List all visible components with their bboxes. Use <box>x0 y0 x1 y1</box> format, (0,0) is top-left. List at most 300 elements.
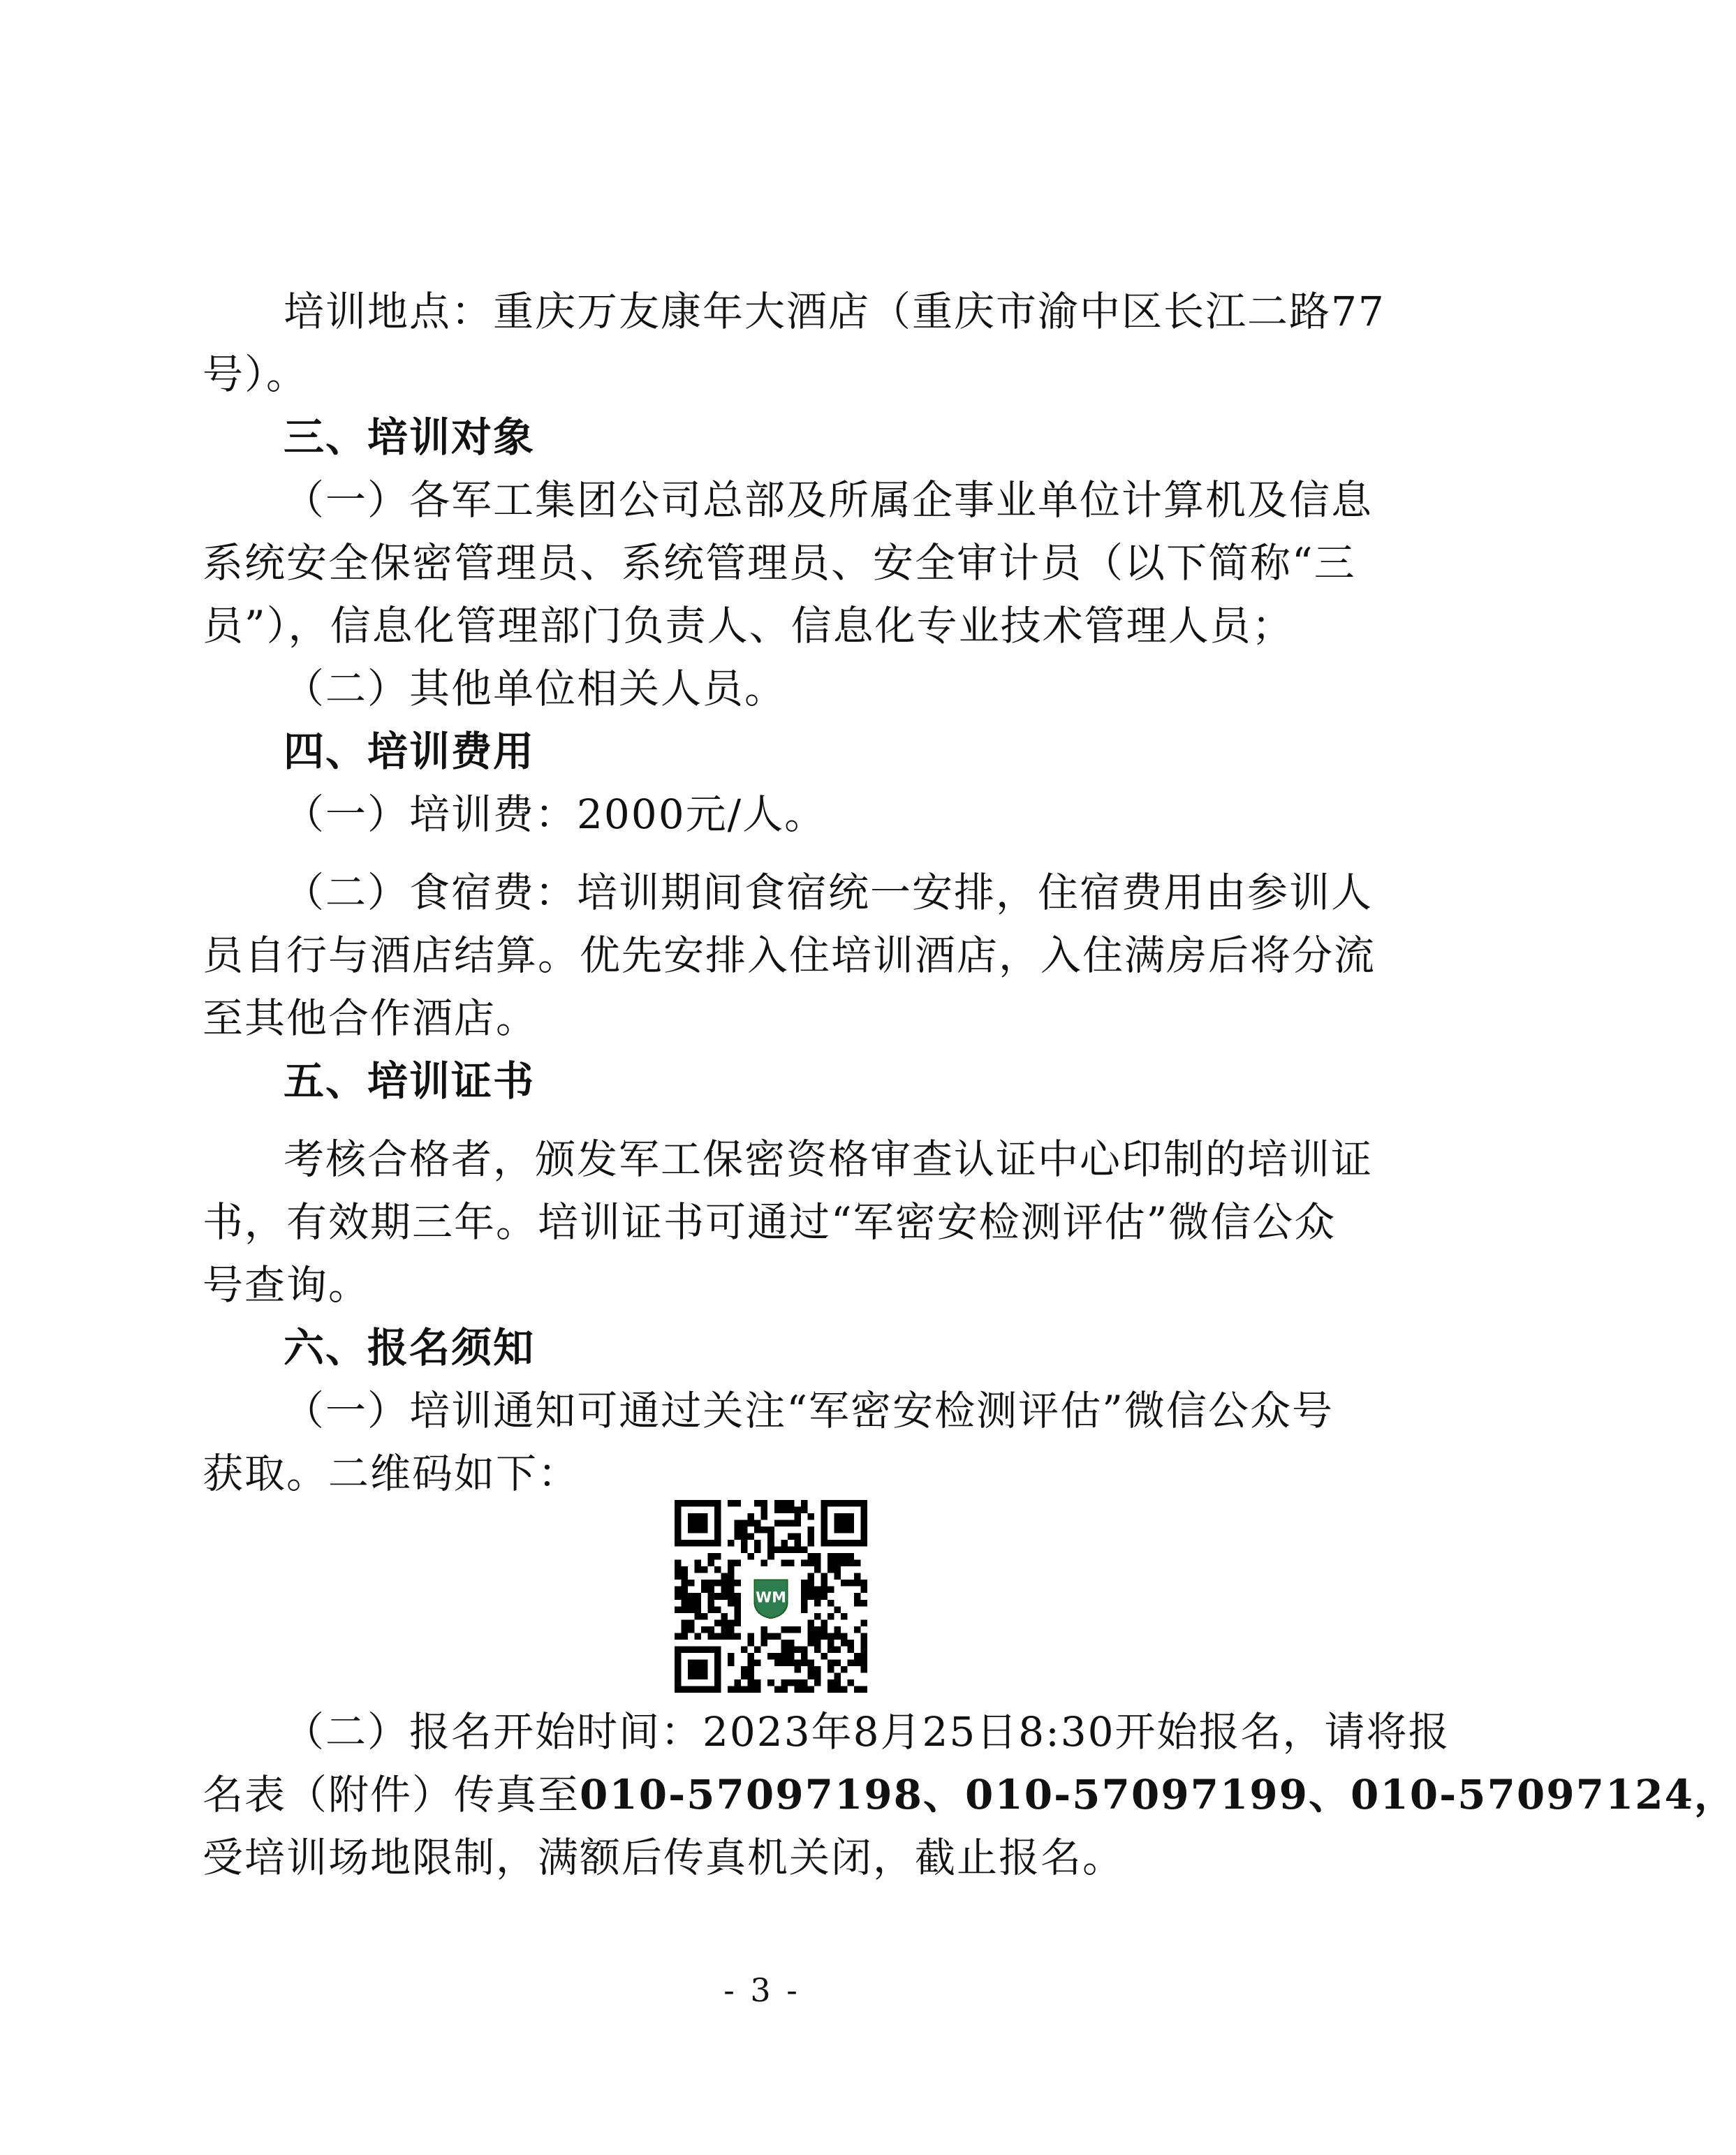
qr-module <box>827 1640 834 1647</box>
qr-module <box>807 1626 814 1633</box>
qr-module <box>814 1626 821 1633</box>
qr-module <box>682 1593 689 1600</box>
qr-module <box>701 1613 708 1620</box>
qr-module <box>721 1633 728 1640</box>
qr-module <box>807 1527 814 1533</box>
qr-module <box>708 1626 715 1633</box>
qr-module <box>721 1580 728 1587</box>
qr-module <box>788 1520 795 1527</box>
qr-module <box>767 1533 774 1540</box>
qr-module <box>748 1513 755 1520</box>
qr-module <box>761 1507 768 1514</box>
qr-module <box>675 1560 682 1567</box>
qr-module <box>741 1533 748 1540</box>
qr-module <box>854 1600 861 1607</box>
qr-module <box>728 1587 735 1594</box>
qr-module <box>814 1560 821 1567</box>
qr-module <box>807 1560 814 1567</box>
qr-module <box>814 1587 821 1594</box>
qr-module <box>741 1646 748 1653</box>
qr-module <box>807 1533 814 1540</box>
qr-module <box>821 1653 827 1660</box>
qr-module <box>748 1672 755 1679</box>
qr-module <box>728 1593 735 1600</box>
qr-module <box>834 1553 841 1560</box>
qr-module <box>814 1566 821 1573</box>
qr-module <box>675 1606 682 1613</box>
qr-module <box>794 1540 801 1547</box>
qr-module <box>854 1560 861 1567</box>
qr-module <box>834 1672 841 1679</box>
qr-module <box>748 1653 755 1660</box>
qr-module <box>860 1686 867 1693</box>
section-6-item-2-line-2 <box>203 1767 1736 1823</box>
qr-module <box>781 1640 788 1647</box>
qr-module <box>708 1593 715 1600</box>
qr-module <box>728 1633 735 1640</box>
qr-module <box>807 1619 814 1626</box>
qr-module <box>714 1553 721 1560</box>
qr-module <box>781 1500 788 1507</box>
qr-module <box>841 1666 848 1673</box>
qr-module <box>774 1547 781 1554</box>
qr-module <box>827 1646 834 1653</box>
qr-module <box>741 1666 748 1673</box>
qr-module <box>827 1659 834 1666</box>
qr-module <box>860 1659 867 1666</box>
qr-module <box>801 1580 808 1587</box>
section-5-heading: 五、培训证书 <box>284 1057 536 1105</box>
qr-module <box>748 1520 755 1527</box>
qr-module <box>728 1686 735 1693</box>
qr-module <box>807 1666 814 1673</box>
qr-module <box>721 1593 728 1600</box>
qr-module <box>721 1619 728 1626</box>
section-6-heading: 六、报名须知 <box>284 1324 536 1371</box>
qr-module <box>860 1666 867 1673</box>
qr-module <box>708 1580 715 1587</box>
qr-module <box>781 1659 788 1666</box>
qr-module <box>821 1626 827 1633</box>
qr-module <box>801 1600 808 1607</box>
qr-module <box>807 1633 814 1640</box>
qr-module <box>801 1560 808 1567</box>
qr-module <box>788 1659 795 1666</box>
qr-module <box>735 1520 742 1527</box>
qr-module <box>794 1513 801 1520</box>
qr-module <box>761 1640 768 1647</box>
qr-module <box>860 1653 867 1660</box>
qr-module <box>682 1626 689 1633</box>
qr-module <box>827 1566 834 1573</box>
qr-module <box>821 1619 827 1626</box>
qr-module <box>860 1580 867 1587</box>
qr-module <box>741 1540 748 1547</box>
qr-module <box>788 1646 795 1653</box>
qr-module <box>754 1659 761 1666</box>
qr-module <box>735 1527 742 1533</box>
qr-module <box>695 1613 702 1620</box>
qr-module <box>675 1593 682 1600</box>
qr-module <box>682 1619 689 1626</box>
qr-module <box>854 1659 861 1666</box>
qr-module <box>834 1659 841 1666</box>
qr-module <box>801 1507 808 1514</box>
qr-module <box>748 1633 755 1640</box>
qr-module <box>860 1587 867 1594</box>
qr-module <box>754 1527 761 1533</box>
qr-module <box>754 1500 761 1507</box>
qr-module <box>781 1679 788 1686</box>
qr-module <box>735 1593 742 1600</box>
qr-module <box>834 1573 841 1580</box>
qr-module <box>708 1553 715 1560</box>
qr-module <box>714 1633 721 1640</box>
qr-module <box>860 1646 867 1653</box>
qr-module <box>735 1606 742 1613</box>
qr-module <box>754 1520 761 1527</box>
qr-module <box>748 1553 755 1560</box>
qr-module <box>774 1520 781 1527</box>
qr-module <box>748 1686 755 1693</box>
qr-module <box>774 1507 781 1514</box>
qr-module <box>708 1633 715 1640</box>
section-6-item-2-line-1: （二）报名开始时间：2023年8月25日8:30开始报名，请将报 <box>284 1708 1450 1756</box>
section-3-item-2: （二）其他单位相关人员。 <box>284 665 787 712</box>
qr-module <box>675 1573 682 1580</box>
qr-module <box>688 1600 695 1607</box>
qr-module <box>714 1566 721 1573</box>
qr-module <box>801 1593 808 1600</box>
qr-module <box>847 1580 854 1587</box>
qr-module <box>781 1540 788 1547</box>
qr-module <box>788 1640 795 1647</box>
qr-module <box>781 1560 788 1567</box>
qr-module <box>794 1646 801 1653</box>
qr-module <box>767 1553 774 1560</box>
qr-module <box>841 1580 848 1587</box>
qr-module <box>794 1679 801 1686</box>
qr-module <box>761 1633 768 1640</box>
qr-module <box>781 1520 788 1527</box>
qr-module <box>774 1653 781 1660</box>
qr-module <box>794 1533 801 1540</box>
qr-module <box>735 1600 742 1607</box>
qr-module <box>781 1547 788 1554</box>
qr-module <box>781 1646 788 1653</box>
qr-module <box>781 1653 788 1660</box>
qr-module <box>854 1573 861 1580</box>
qr-module <box>807 1513 814 1520</box>
qr-module <box>701 1626 708 1633</box>
qr-module <box>834 1633 841 1640</box>
qr-module <box>754 1540 761 1547</box>
qr-module <box>688 1619 695 1626</box>
qr-module <box>860 1633 867 1640</box>
qr-module <box>748 1533 755 1540</box>
qr-module <box>695 1600 702 1607</box>
qr-module <box>701 1587 708 1594</box>
qr-module <box>814 1613 821 1620</box>
qr-module <box>807 1540 814 1547</box>
qr-module <box>814 1593 821 1600</box>
qr-module <box>675 1587 682 1594</box>
qr-module <box>721 1587 728 1594</box>
qr-module <box>827 1553 834 1560</box>
qr-module <box>847 1640 854 1647</box>
qr-module <box>841 1553 848 1560</box>
qr-module <box>801 1653 808 1660</box>
qr-module <box>860 1600 867 1607</box>
qr-module <box>754 1686 761 1693</box>
qr-module <box>834 1566 841 1573</box>
qr-module <box>814 1633 821 1640</box>
qr-module <box>682 1566 689 1573</box>
qr-module <box>807 1593 814 1600</box>
qr-module <box>788 1533 795 1540</box>
qr-module <box>714 1580 721 1587</box>
qr-module <box>728 1573 735 1580</box>
qr-module <box>788 1679 795 1686</box>
qr-module <box>682 1587 689 1594</box>
qr-module <box>748 1679 755 1686</box>
qr-module <box>781 1686 788 1693</box>
qr-module <box>801 1547 808 1554</box>
qr-module <box>675 1566 682 1573</box>
qr-module <box>695 1560 702 1567</box>
qr-module <box>807 1640 814 1647</box>
qr-module <box>794 1666 801 1673</box>
qr-module <box>741 1547 748 1554</box>
qr-module <box>834 1606 841 1613</box>
qr-module <box>821 1580 827 1587</box>
qr-module <box>761 1500 768 1507</box>
qr-module <box>801 1500 808 1507</box>
qr-module <box>741 1672 748 1679</box>
section-6-item-2-line-3: 受培训场地限制，满额后传真机关闭，截止报名。 <box>203 1834 1125 1881</box>
qr-module <box>682 1573 689 1580</box>
qr-module <box>728 1580 735 1587</box>
qr-module <box>801 1646 808 1653</box>
qr-module <box>854 1593 861 1600</box>
qr-module <box>854 1653 861 1660</box>
qr-module <box>794 1686 801 1693</box>
qr-module <box>781 1507 788 1514</box>
qr-module <box>834 1560 841 1567</box>
qr-module <box>854 1686 861 1693</box>
qr-module <box>695 1566 702 1573</box>
qr-module <box>834 1686 841 1693</box>
qr-module <box>788 1560 795 1567</box>
qr-module <box>741 1686 748 1693</box>
qr-module <box>728 1560 735 1567</box>
qr-module <box>735 1560 742 1567</box>
qr-module <box>735 1613 742 1620</box>
qr-module <box>682 1633 689 1640</box>
qr-module <box>821 1587 827 1594</box>
qr-module <box>834 1646 841 1653</box>
qr-module <box>682 1580 689 1587</box>
qr-module <box>728 1566 735 1573</box>
section-4-heading: 四、培训费用 <box>284 728 536 775</box>
qr-module <box>735 1679 742 1686</box>
fax-prefix: 名表（附件）传真至 <box>203 1771 580 1818</box>
section-5-line-1: 考核合格者，颁发军工保密资格审查认证中心印制的培训证 <box>284 1135 1374 1183</box>
qr-module <box>807 1580 814 1587</box>
qr-module <box>701 1580 708 1587</box>
qr-module <box>735 1686 742 1693</box>
qr-module <box>860 1619 867 1626</box>
qr-module <box>675 1633 682 1640</box>
qr-module <box>847 1646 854 1653</box>
qr-module <box>801 1587 808 1594</box>
qr-module <box>682 1600 689 1607</box>
qr-module <box>748 1640 755 1647</box>
section-4-item-2-line-2: 员自行与酒店结算。优先安排入住培训酒店，入住满房后将分流 <box>203 932 1376 979</box>
qr-module <box>774 1659 781 1666</box>
qr-module <box>794 1626 801 1633</box>
qr-module <box>708 1560 715 1567</box>
qr-module <box>794 1547 801 1554</box>
qr-module <box>688 1606 695 1613</box>
qr-module <box>841 1640 848 1647</box>
section-3-item-1-line-1: （一）各军工集团公司总部及所属企事业单位计算机及信息 <box>284 476 1374 524</box>
qr-module <box>821 1633 827 1640</box>
qr-module <box>728 1626 735 1633</box>
qr-module <box>748 1659 755 1666</box>
qr-module <box>695 1593 702 1600</box>
qr-module <box>854 1580 861 1587</box>
section-6-item-1-line-2: 获取。二维码如下： <box>203 1450 580 1497</box>
qr-module <box>774 1686 781 1693</box>
qr-module <box>814 1600 821 1607</box>
qr-module <box>827 1587 834 1594</box>
qr-module <box>741 1520 748 1527</box>
qr-module <box>807 1553 814 1560</box>
qr-module <box>827 1600 834 1607</box>
qr-module <box>801 1686 808 1693</box>
qr-module <box>735 1500 742 1507</box>
qr-module <box>714 1593 721 1600</box>
qr-module <box>721 1573 728 1580</box>
fax-numbers: 010-57097198、010-57097199、010-57097124， <box>580 1771 1736 1818</box>
qr-module <box>728 1653 735 1660</box>
qr-module <box>788 1500 795 1507</box>
qr-module <box>714 1606 721 1613</box>
qr-module <box>761 1560 768 1567</box>
qr-module <box>801 1679 808 1686</box>
qr-module <box>761 1527 768 1533</box>
qr-module <box>688 1593 695 1600</box>
qr-center-logo-icon <box>754 1580 788 1618</box>
qr-module <box>767 1540 774 1547</box>
qr-module <box>767 1527 774 1533</box>
qr-module <box>728 1619 735 1626</box>
section-4-item-1: （一）培训费：2000元/人。 <box>284 790 827 838</box>
qr-module <box>814 1553 821 1560</box>
qr-module <box>814 1679 821 1686</box>
qr-module <box>728 1500 735 1507</box>
qr-module <box>814 1666 821 1673</box>
qr-module <box>682 1606 689 1613</box>
qr-module <box>788 1653 795 1660</box>
page-number: - 3 - <box>723 1971 800 2009</box>
qr-module <box>801 1606 808 1613</box>
qr-module <box>748 1666 755 1673</box>
qr-module <box>721 1626 728 1633</box>
qr-module <box>841 1686 848 1693</box>
qr-module <box>708 1606 715 1613</box>
qr-module <box>834 1679 841 1686</box>
qr-module <box>788 1507 795 1514</box>
qr-module <box>754 1646 761 1653</box>
qr-module <box>728 1659 735 1666</box>
qr-module <box>735 1580 742 1587</box>
qr-module <box>774 1633 781 1640</box>
qr-module <box>735 1633 742 1640</box>
qr-module <box>688 1580 695 1587</box>
qr-module <box>847 1659 854 1666</box>
qr-module <box>761 1513 768 1520</box>
qr-module <box>807 1672 814 1679</box>
qr-module <box>708 1587 715 1594</box>
venue-line-1: 培训地点：重庆万友康年大酒店（重庆市渝中区长江二路77 <box>284 288 1385 335</box>
qr-module <box>761 1626 768 1633</box>
qr-module <box>701 1566 708 1573</box>
qr-module <box>774 1500 781 1507</box>
qr-module <box>827 1633 834 1640</box>
qr-module <box>841 1633 848 1640</box>
section-6-item-1-line-1: （一）培训通知可通过关注“军密安检测评估”微信公众号 <box>284 1387 1334 1434</box>
qr-module <box>688 1626 695 1633</box>
qr-module <box>814 1672 821 1679</box>
qr-module <box>767 1633 774 1640</box>
qr-module <box>788 1547 795 1554</box>
qr-module <box>827 1560 834 1567</box>
section-3-heading: 三、培训对象 <box>284 413 536 461</box>
qr-module <box>807 1573 814 1580</box>
qr-module <box>695 1606 702 1613</box>
qr-module <box>708 1600 715 1607</box>
qr-module <box>735 1619 742 1626</box>
qr-module <box>827 1666 834 1673</box>
qr-module <box>794 1659 801 1666</box>
qr-module <box>807 1686 814 1693</box>
qr-module <box>767 1653 774 1660</box>
qr-module <box>860 1640 867 1647</box>
qr-module <box>847 1560 854 1567</box>
qr-module <box>741 1527 748 1533</box>
qr-logo-text: WM <box>756 1589 786 1606</box>
qr-module <box>821 1593 827 1600</box>
section-5-line-2: 书，有效期三年。培训证书可通过“军密安检测评估”微信公众 <box>203 1198 1337 1246</box>
qr-module <box>735 1533 742 1540</box>
qr-module <box>821 1573 827 1580</box>
qr-module <box>714 1619 721 1626</box>
section-4-item-2-line-1: （二）食宿费：培训期间食宿统一安排，住宿费用由参训人 <box>284 869 1374 916</box>
qr-module <box>767 1679 774 1686</box>
qr-module <box>827 1686 834 1693</box>
section-5-line-3: 号查询。 <box>203 1261 371 1309</box>
qr-module <box>788 1626 795 1633</box>
qr-module <box>781 1626 788 1633</box>
qr-module <box>814 1646 821 1653</box>
qr-module <box>827 1679 834 1686</box>
qr-module <box>834 1626 841 1633</box>
qr-module <box>728 1600 735 1607</box>
section-3-item-1-line-2: 系统安全保密管理员、系统管理员、安全审计员（以下简称“三 <box>203 539 1356 587</box>
qr-module <box>767 1547 774 1554</box>
